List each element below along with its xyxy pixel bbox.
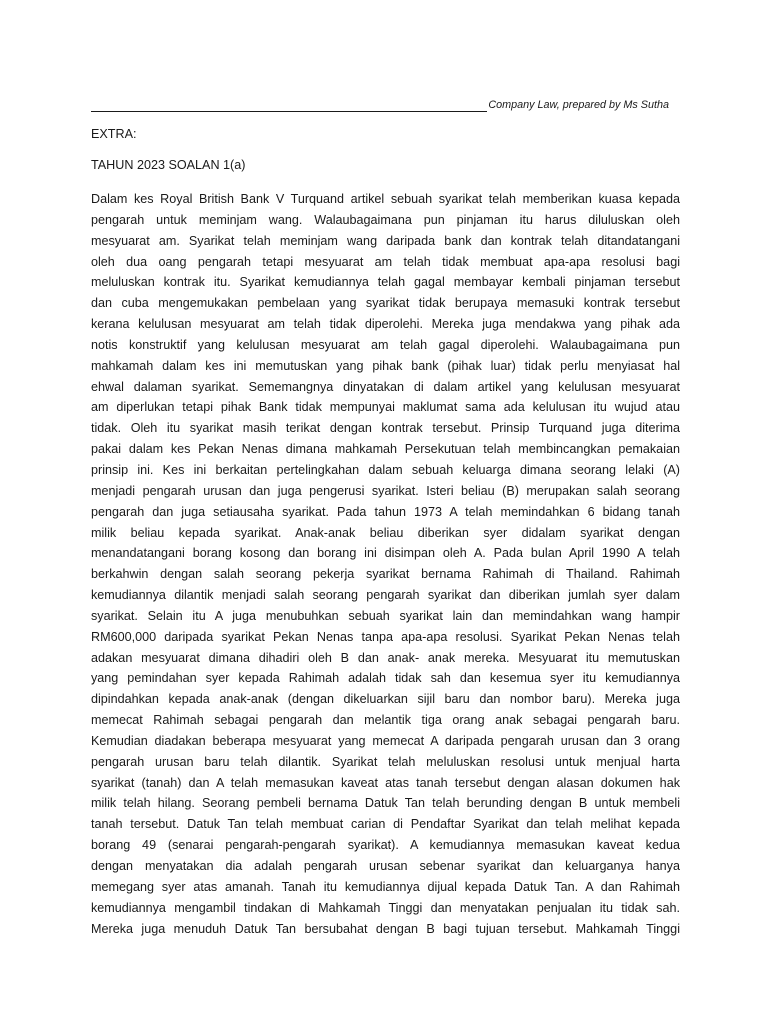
paragraph-line: borang 49 (senarai pengarah-pengarah syarikat). A kemudiannya memasukan kaveat kedua bbox=[91, 838, 680, 853]
paragraph-line: menjadi pengarah urusan dan juga pengerusi syarikat. Isteri beliau (B) merupakan salah seorang bbox=[91, 483, 680, 498]
paragraph-line: memegang syer atas amanah. Tanah itu kemudiannya dijual kepada Datuk Tan. A dan Rahimah bbox=[91, 879, 680, 894]
paragraph-line: prinsip ini. Kes ini berkaitan pertelingkahan dalam sebuah keluarga dimana seorang lelaki (A) bbox=[91, 462, 680, 477]
page-header bbox=[91, 94, 681, 112]
paragraph-line: mahkamah dalam kes ini memutuskan yang pihak bank (pihak luar) tidak perlu menyiasat hal bbox=[91, 358, 680, 373]
paragraph-line: RM600,000 daripada syarikat Pekan Nenas tanpa apa-apa resolusi. Syarikat Pekan Nenas telah bbox=[91, 629, 680, 644]
paragraph-line: notis konstruktif yang kelulusan mesyuarat am telah gagal diperolehi. Walaubagaimana pun bbox=[91, 337, 680, 352]
paragraph-line: Kemudian diadakan beberapa mesyuarat yang memecat A daripada pengarah urusan dan 3 orang bbox=[91, 733, 680, 748]
paragraph-line: oleh dua oang pengarah tetapi mesyuarat am telah tidak membuat apa-apa resolusi bagi bbox=[91, 254, 680, 269]
paragraph-line: pakai dalam kes Pekan Nenas dimana mahkamah Persekutuan telah membincangkan pemakaian bbox=[91, 442, 680, 457]
paragraph-line: mesyuarat am. Syarikat telah meminjam wang daripada bank dan kontrak telah ditandatangani bbox=[91, 233, 680, 248]
paragraph-line: meluluskan kontrak itu. Syarikat kemudiannya telah gagal membayar kembali pinjaman tersebut bbox=[91, 275, 680, 290]
paragraph-line: adakan mesyuarat dimana dihadiri oleh B dan anak- anak mereka. Mesyuarat itu memutuskan bbox=[91, 650, 680, 665]
paragraph-line: menandatangani borang kosong dan borang ini disimpan oleh A. Pada bulan April 1990 A telah bbox=[91, 546, 680, 561]
paragraph-line: syarikat. Selain itu A juga menubuhkan sebuah syarikat lain dan memindahkan wang hampir bbox=[91, 608, 680, 623]
paragraph-line: syarikat (tanah) dan A telah memasukan kaveat atas tanah tersebut dengan alasan dokumen hak bbox=[91, 775, 680, 790]
extra-heading: EXTRA: bbox=[91, 127, 137, 141]
header-text: Company Law, prepared by Ms Sutha bbox=[488, 99, 669, 111]
header-rule-line bbox=[91, 99, 487, 112]
paragraph-line: kerana kelulusan mesyuarat am telah tidak diperolehi. Mereka juga mendakwa yang pihak ada bbox=[91, 317, 680, 332]
paragraph-line: dan cuba mengemukakan pembelaan yang syarikat tidak berupaya memasuki kontrak tersebut bbox=[91, 296, 680, 311]
paragraph-line: memecat Rahimah sebagai pengarah dan melantik tiga orang anak sebagai pengarah baru. bbox=[91, 713, 680, 728]
paragraph-line: milik telah hilang. Seorang pembeli bernama Datuk Tan telah berunding dengan B untuk membeli bbox=[91, 796, 680, 811]
paragraph-line: ehwal dalaman syarikat. Sememangnya dinyatakan di dalam artikel yang kelulusan mesyuarat bbox=[91, 379, 680, 394]
body-paragraph bbox=[91, 189, 680, 939]
paragraph-line: tidak. Oleh itu syarikat masih terikat dengan kontrak tersebut. Prinsip Turquand juga diterima bbox=[91, 421, 680, 436]
paragraph-line: pengarah dan juga setiausaha syarikat. Pada tahun 1973 A telah memindahkan 6 bidang tanah bbox=[91, 504, 680, 519]
paragraph-line: pengarah untuk meminjam wang. Walaubagaimana pun pinjaman itu harus diluluskan oleh bbox=[91, 212, 680, 227]
paragraph-line: Mereka juga menuduh Datuk Tan bersubahat dengan B bagi tujuan tersebut. Mahkamah Tinggi bbox=[91, 921, 680, 936]
paragraph-line: Dalam kes Royal British Bank V Turquand artikel sebuah syarikat telah memberikan kuasa kepada bbox=[91, 192, 680, 206]
paragraph-line: milik beliau kepada syarikat. Anak-anak beliau diberikan syer didalam syarikat dengan bbox=[91, 525, 680, 540]
paragraph-line: pengarah urusan baru telah dilantik. Syarikat telah meluluskan resolusi untuk menjual harta bbox=[91, 754, 680, 769]
paragraph-line: tanah tersebut. Datuk Tan telah membuat carian di Pendaftar Syarikat dan telah melihat kepada bbox=[91, 817, 680, 832]
paragraph-line: kemudiannya dilantik menjadi salah seorang pengarah syarikat dan diberikan jumlah syer dalam bbox=[91, 588, 680, 603]
paragraph-line: dengan menyatakan dia adalah pengarah urusan sebenar syarikat dan keluarganya hanya bbox=[91, 859, 680, 873]
paragraph-line: dipindahkan kepada anak-anak (dengan dikeluarkan sijil baru dan nombor baru). Mereka juga bbox=[91, 692, 680, 707]
paragraph-line: kemudiannya mengambil tindakan di Mahkamah Tinggi dan menyatakan penjualan itu tidak sah. bbox=[91, 900, 680, 915]
question-heading: TAHUN 2023 SOALAN 1(a) bbox=[91, 158, 246, 172]
paragraph-line: yang pemindahan syer kepada Rahimah adalah tidak sah dan kesemua syer itu kemudiannya bbox=[91, 671, 680, 686]
paragraph-line: am diperlukan tetapi pihak Bank tidak mempunyai maklumat sama ada kelulusan itu wujud atau bbox=[91, 400, 680, 415]
paragraph-line: berkahwin dengan salah seorang pekerja syarikat bernama Rahimah di Thailand. Rahimah bbox=[91, 567, 680, 582]
